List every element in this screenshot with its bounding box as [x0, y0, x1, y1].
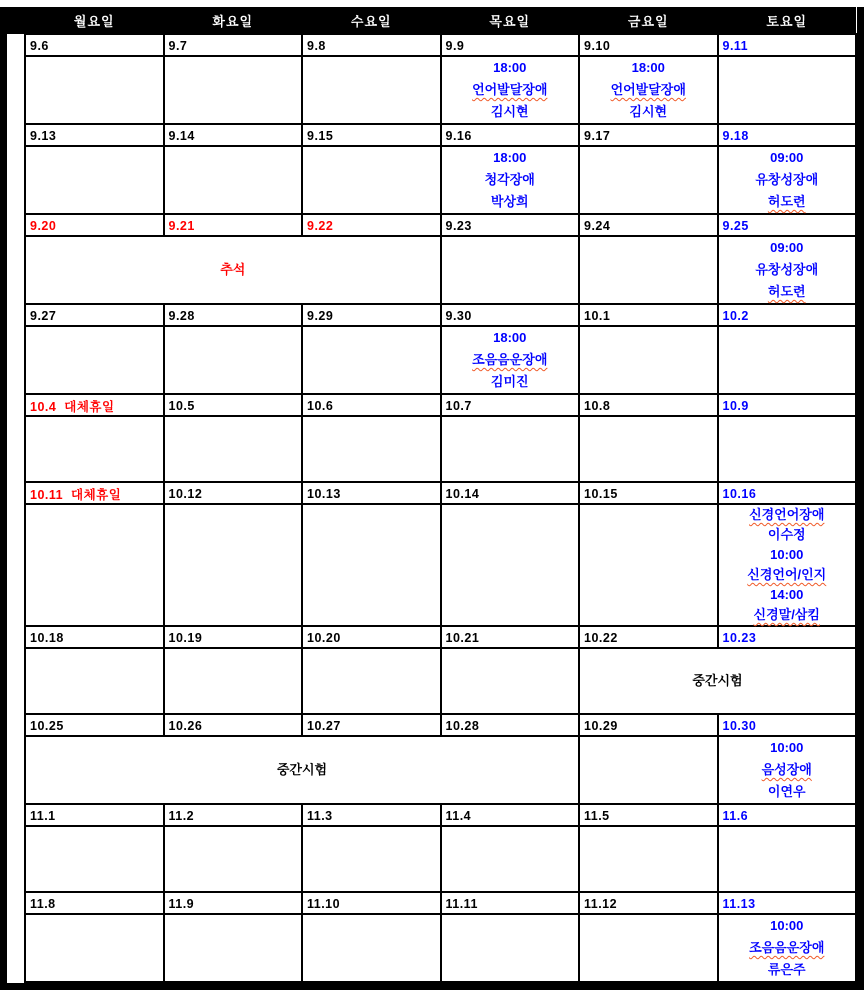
- event-line: 허도련: [767, 194, 806, 209]
- event-line: 언어발달장애: [472, 82, 548, 97]
- week-event-row: [7, 826, 856, 892]
- date-cell[interactable]: 9.8: [302, 34, 441, 56]
- calendar-table: [7, 7, 857, 983]
- week-event-row: [7, 736, 856, 804]
- header-day-friday: 금요일: [579, 7, 718, 34]
- date-cell[interactable]: 9.17: [579, 124, 718, 146]
- date-cell[interactable]: 10.15: [579, 482, 718, 504]
- event-cell[interactable]: [579, 826, 718, 892]
- week-date-row: [7, 714, 856, 736]
- event-line: 10:00: [770, 918, 804, 933]
- event-line: 18:00: [493, 330, 527, 345]
- date-cell[interactable]: 10.9: [718, 394, 857, 416]
- date-cell[interactable]: 9.20: [25, 214, 164, 236]
- date-cell[interactable]: 10.23: [718, 626, 857, 648]
- date-cell[interactable]: 11.3: [302, 804, 441, 826]
- date-cell[interactable]: 9.21: [164, 214, 303, 236]
- header-spacer: [7, 7, 25, 34]
- date-cell[interactable]: 9.29: [302, 304, 441, 326]
- date-cell[interactable]: 9.7: [164, 34, 303, 56]
- event-cell[interactable]: [579, 416, 718, 482]
- date-cell[interactable]: 9.27: [25, 304, 164, 326]
- date-cell[interactable]: 9.23: [441, 214, 580, 236]
- date-cell[interactable]: 10.29: [579, 714, 718, 736]
- event-line: 이수정: [767, 527, 806, 542]
- week-event-row: [7, 648, 856, 714]
- event-cell[interactable]: [25, 56, 164, 124]
- event-cell[interactable]: [718, 504, 857, 626]
- date-cell[interactable]: 11.5: [579, 804, 718, 826]
- event-line: 추석: [220, 262, 246, 277]
- event-cell[interactable]: [441, 914, 580, 982]
- event-cell[interactable]: [579, 736, 718, 804]
- date-cell[interactable]: 11.10: [302, 892, 441, 914]
- date-cell[interactable]: 9.25: [718, 214, 857, 236]
- date-cell[interactable]: 10.11 대체휴일: [25, 482, 164, 504]
- date-cell[interactable]: 11.6: [718, 804, 857, 826]
- event-line: 18:00: [631, 60, 665, 75]
- event-cell[interactable]: [164, 146, 303, 214]
- week-event-row: [7, 914, 856, 982]
- date-cell[interactable]: 10.20: [302, 626, 441, 648]
- event-cell[interactable]: [579, 326, 718, 394]
- date-cell[interactable]: 11.1: [25, 804, 164, 826]
- event-cell[interactable]: [302, 56, 441, 124]
- date-cell[interactable]: 10.16: [718, 482, 857, 504]
- week-event-row: [7, 236, 856, 304]
- event-cell[interactable]: [164, 914, 303, 982]
- calendar-frame: [0, 7, 864, 990]
- event-line: 이연우: [767, 784, 806, 799]
- event-cell[interactable]: [25, 826, 164, 892]
- header-day-wednesday: 수요일: [302, 7, 441, 34]
- event-cell[interactable]: [164, 416, 303, 482]
- event-line: 18:00: [493, 150, 527, 165]
- week-date-row: [7, 394, 856, 416]
- event-cell[interactable]: [164, 648, 303, 714]
- event-line: 09:00: [770, 150, 804, 165]
- event-cell[interactable]: [25, 326, 164, 394]
- event-cell[interactable]: [25, 648, 164, 714]
- event-cell[interactable]: [579, 504, 718, 626]
- date-cell[interactable]: 9.18: [718, 124, 857, 146]
- date-cell[interactable]: 10.18: [25, 626, 164, 648]
- event-cell[interactable]: [441, 326, 580, 394]
- left-margin-column: [7, 34, 25, 982]
- event-cell[interactable]: [441, 236, 580, 304]
- event-line: 언어발달장애: [610, 82, 686, 97]
- event-cell[interactable]: [441, 826, 580, 892]
- event-line: 음성장애: [761, 762, 812, 777]
- event-line: 김미진: [490, 374, 529, 389]
- event-line: 신경언어장애: [749, 507, 825, 522]
- event-cell[interactable]: [164, 56, 303, 124]
- event-cell[interactable]: [164, 504, 303, 626]
- date-cell[interactable]: 9.14: [164, 124, 303, 146]
- event-line: 10:00: [770, 740, 804, 755]
- date-cell[interactable]: 9.9: [441, 34, 580, 56]
- date-cell[interactable]: 11.4: [441, 804, 580, 826]
- date-cell[interactable]: 9.13: [25, 124, 164, 146]
- event-line: 청각장애: [484, 172, 535, 187]
- event-cell[interactable]: [441, 56, 580, 124]
- event-cell[interactable]: [441, 146, 580, 214]
- date-cell[interactable]: 10.27: [302, 714, 441, 736]
- week-date-row: [7, 124, 856, 146]
- week-event-row: [7, 56, 856, 124]
- event-line: 박상희: [490, 194, 529, 209]
- date-cell[interactable]: 11.13: [718, 892, 857, 914]
- date-cell[interactable]: 10.12: [164, 482, 303, 504]
- date-cell[interactable]: 10.7: [441, 394, 580, 416]
- week-event-row: [7, 416, 856, 482]
- date-cell[interactable]: 9.16: [441, 124, 580, 146]
- event-cell[interactable]: [302, 648, 441, 714]
- date-cell[interactable]: 11.11: [441, 892, 580, 914]
- date-cell[interactable]: 10.6: [302, 394, 441, 416]
- event-cell[interactable]: [579, 146, 718, 214]
- event-cell[interactable]: [164, 826, 303, 892]
- event-cell[interactable]: [579, 236, 718, 304]
- event-cell[interactable]: [441, 416, 580, 482]
- event-cell[interactable]: [441, 648, 580, 714]
- event-line: 신경말/삼킴: [753, 607, 820, 622]
- event-cell[interactable]: [718, 146, 857, 214]
- date-cell[interactable]: 9.24: [579, 214, 718, 236]
- date-cell[interactable]: 10.13: [302, 482, 441, 504]
- week-date-row: [7, 34, 856, 56]
- date-cell[interactable]: 9.22: [302, 214, 441, 236]
- midterm-exam-cell[interactable]: [25, 736, 579, 804]
- week-date-row: [7, 482, 856, 504]
- event-cell[interactable]: [718, 914, 857, 982]
- event-cell[interactable]: [302, 914, 441, 982]
- date-cell[interactable]: 10.25: [25, 714, 164, 736]
- event-line: 중간시험: [692, 673, 743, 688]
- event-line: 조음음운장애: [749, 940, 825, 955]
- date-cell[interactable]: 10.26: [164, 714, 303, 736]
- week-date-row: [7, 626, 856, 648]
- week-date-row: [7, 304, 856, 326]
- event-cell[interactable]: [579, 914, 718, 982]
- header-day-saturday: 토요일: [718, 7, 857, 34]
- date-cell[interactable]: 11.9: [164, 892, 303, 914]
- week-date-row: [7, 804, 856, 826]
- event-cell[interactable]: [718, 56, 857, 124]
- date-cell[interactable]: 10.22: [579, 626, 718, 648]
- date-cell[interactable]: 11.2: [164, 804, 303, 826]
- week-event-row: [7, 326, 856, 394]
- event-cell[interactable]: [25, 146, 164, 214]
- event-cell[interactable]: [302, 416, 441, 482]
- event-line: 김시현: [629, 104, 668, 119]
- event-line: 10:00: [770, 547, 804, 562]
- date-cell[interactable]: 10.4 대체휴일: [25, 394, 164, 416]
- date-cell[interactable]: 9.11: [718, 34, 857, 56]
- event-line: 14:00: [770, 587, 804, 602]
- event-line: 09:00: [770, 240, 804, 255]
- chuseok-cell[interactable]: [25, 236, 441, 304]
- week-event-row: [7, 146, 856, 214]
- header-row: [7, 7, 856, 34]
- event-cell[interactable]: [25, 914, 164, 982]
- event-cell[interactable]: [25, 504, 164, 626]
- event-line: 18:00: [493, 60, 527, 75]
- event-cell[interactable]: [718, 416, 857, 482]
- event-line: 허도련: [767, 284, 806, 299]
- event-cell[interactable]: [302, 826, 441, 892]
- event-cell[interactable]: [718, 736, 857, 804]
- event-line: 중간시험: [276, 762, 328, 777]
- date-cell[interactable]: 10.8: [579, 394, 718, 416]
- date-cell[interactable]: 10.2: [718, 304, 857, 326]
- date-cell[interactable]: 11.12: [579, 892, 718, 914]
- event-cell[interactable]: [25, 416, 164, 482]
- date-cell[interactable]: 9.6: [25, 34, 164, 56]
- event-cell[interactable]: [302, 326, 441, 394]
- date-cell[interactable]: 10.21: [441, 626, 580, 648]
- event-cell[interactable]: [718, 236, 857, 304]
- date-cell[interactable]: 10.5: [164, 394, 303, 416]
- event-cell[interactable]: [718, 326, 857, 394]
- date-cell[interactable]: 10.30: [718, 714, 857, 736]
- event-line: 조음음운장애: [472, 352, 548, 367]
- event-line: 신경언어/인지: [747, 567, 827, 582]
- date-cell[interactable]: 10.1: [579, 304, 718, 326]
- event-cell[interactable]: [579, 56, 718, 124]
- midterm-exam-cell[interactable]: [579, 648, 856, 714]
- header-day-tuesday: 화요일: [164, 7, 303, 34]
- header-day-monday: 월요일: [25, 7, 164, 34]
- event-cell[interactable]: [164, 326, 303, 394]
- event-line: 유창성장애: [755, 262, 819, 277]
- date-cell[interactable]: 9.15: [302, 124, 441, 146]
- date-cell[interactable]: 11.8: [25, 892, 164, 914]
- event-line: 유창성장애: [755, 172, 819, 187]
- date-cell[interactable]: 9.10: [579, 34, 718, 56]
- header-day-thursday: 목요일: [441, 7, 580, 34]
- event-cell[interactable]: [441, 504, 580, 626]
- date-cell[interactable]: 10.14: [441, 482, 580, 504]
- event-cell[interactable]: [302, 146, 441, 214]
- event-line: 김시현: [490, 104, 529, 119]
- week-date-row: [7, 214, 856, 236]
- event-cell[interactable]: [302, 504, 441, 626]
- event-line: 류은주: [767, 962, 806, 977]
- date-cell[interactable]: 10.28: [441, 714, 580, 736]
- date-cell[interactable]: 9.28: [164, 304, 303, 326]
- week-date-row: [7, 892, 856, 914]
- date-cell[interactable]: 9.30: [441, 304, 580, 326]
- event-cell[interactable]: [718, 826, 857, 892]
- week-event-row: [7, 504, 856, 626]
- date-cell[interactable]: 10.19: [164, 626, 303, 648]
